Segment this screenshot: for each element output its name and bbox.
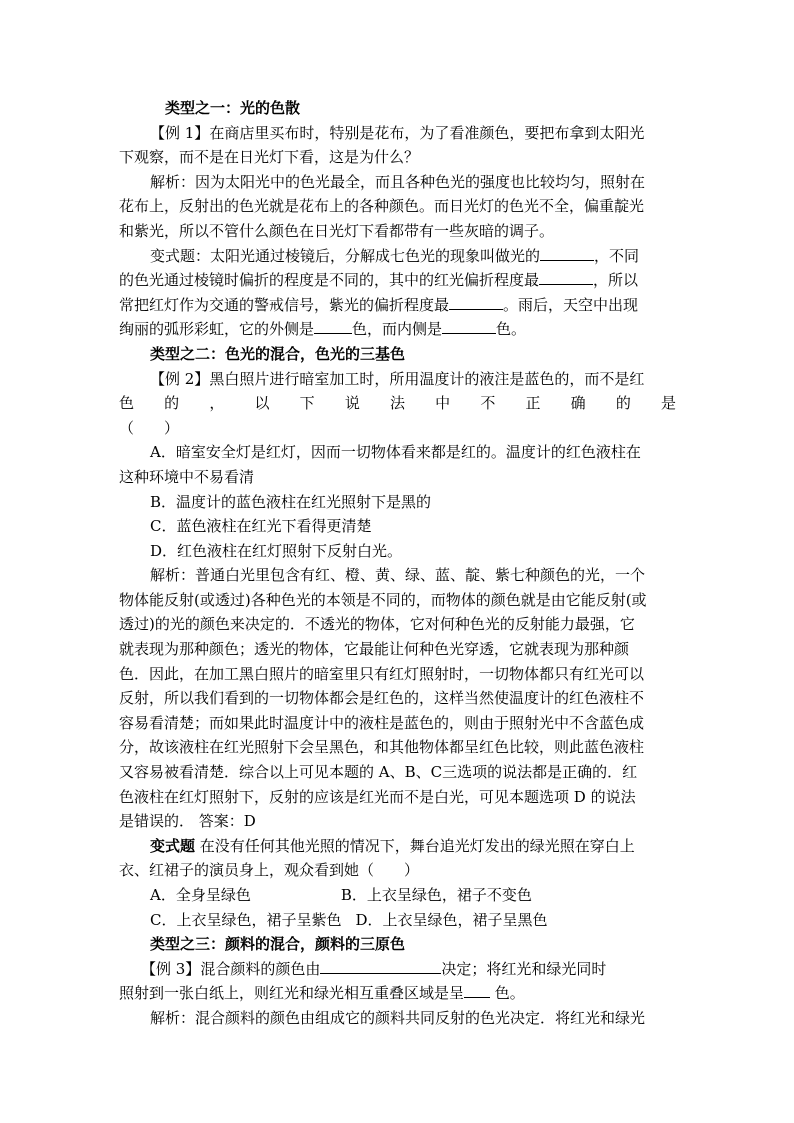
- option-b: B．上衣呈绿色，裙子不变色: [340, 886, 532, 904]
- example-2-question: 【例 2】黑白照片进行暗室加工时，所用温度计的液注是蓝色的，而不是红: [150, 369, 645, 388]
- analysis-3-line: 解析：混合颜料的颜色由组成它的颜料共同反射的色光决定．将红光和绿光: [150, 1008, 646, 1027]
- example-tag: 【例 3】: [141, 959, 201, 978]
- analysis-2-line: 色．因此，在加工黑白照片的暗室里只有红灯照射时，一切物体都只有红光可以: [119, 664, 645, 683]
- example-2-question-cont: 色的，以下说法中不正确的是: [119, 394, 676, 413]
- option-d: D．红色液柱在红灯照射下反射白光。: [150, 541, 403, 560]
- analysis-2-line: 物体能反射(或透过)各种色光的本领是不同的，而物体的颜色就是由它能反射(或: [119, 590, 647, 609]
- option-c: C．蓝色液柱在红光下看得更清楚: [150, 517, 372, 536]
- analysis-2-line: 分，故该液柱在红光照射下会呈黑色，和其他物体都呈红色比较，则此蓝色液柱: [119, 738, 645, 757]
- variant-1-line: 的色光通过棱镜时偏折的程度是不同的，其中的红光偏折程度最 ，所以: [119, 271, 639, 290]
- analysis-2-line: 解析：普通白光里包含有红、橙、黄、绿、蓝、靛、紫七种颜色的光，一个: [150, 566, 646, 585]
- variant-2-options-ab: [119, 883, 676, 908]
- section-title-3: 类型之三：颜料的混合，颜料的三原色: [150, 935, 406, 954]
- option-b: B．温度计的蓝色液柱在红光照射下是黑的: [150, 492, 432, 511]
- analysis-2-line: 反射，所以我们看到的一切物体都会是红色的，这样当然使温度计的红色液柱不: [119, 689, 645, 708]
- variant-2-line: 衣、红裙子的演员身上，观众看到她（ ）: [119, 861, 420, 880]
- variant-tag: 变式题: [150, 836, 196, 855]
- answer-blank[interactable]: [539, 269, 593, 285]
- example-1-question-cont: 下观察，而不是在日光灯下看，这是为什么？: [119, 148, 420, 167]
- answer-blank[interactable]: [442, 318, 496, 334]
- answer-blank[interactable]: [449, 294, 503, 310]
- variant-1-line: 绚丽的弧形彩虹，它的外侧是 色，而内侧是 色。: [119, 320, 527, 339]
- variant-1-line: 常把红灯作为交通的警戒信号，紫光的偏折程度最 。雨后，天空中出现: [119, 295, 639, 314]
- example-3-question-cont: 照射到一张白纸上，则红光和绿光相互重叠区域是呈 色。: [119, 984, 525, 1003]
- answer-blank[interactable]: [464, 982, 490, 998]
- analysis-2-line: 容易看清楚；而如果此时温度计中的液柱是蓝色的，则由于照射光中不含蓝色成: [119, 713, 645, 732]
- analysis-2-line: 就表现为那种颜色；透光的物体，它最能让何种色光穿透，它就表现为那种颜: [119, 640, 630, 659]
- analysis-1-line: 解析：因为太阳光中的色光最全，而且各种色光的强度也比较均匀，照射在: [150, 172, 646, 191]
- answer-blank[interactable]: [314, 318, 352, 334]
- analysis-2-line: 是错误的． 答案：D: [119, 812, 256, 831]
- document-body: [119, 96, 676, 1031]
- answer-blank[interactable]: [320, 958, 441, 974]
- variant-2-options-cd: [119, 908, 676, 933]
- analysis-2-line: 又容易被看清楚．综合以上可见本题的 A、B、C三选项的说法都是正确的．红: [119, 763, 638, 782]
- example-tag: 【例 2】: [150, 369, 210, 388]
- option-a: A．暗室安全灯是红灯，因而一切物体看来都是红的。温度计的红色液柱在: [150, 443, 641, 462]
- variant-1-line: 变式题：太阳光通过棱镜后，分解成七色光的现象叫做光的 ，不同: [150, 246, 640, 265]
- section-title-1: 类型之一：光的色散: [165, 99, 301, 117]
- analysis-2-line: 色液柱在红灯照射下，反射的应该是红光而不是白光，可见本题选项 D 的说法: [119, 787, 636, 806]
- section-title-2: 类型之二：色光的混合，色光的三基色: [150, 344, 406, 363]
- variant-2-line: 变式题 在没有任何其他光照的情况下，舞台追光灯发出的绿光照在穿白上: [150, 836, 635, 855]
- example-tag: 【例 1】: [150, 123, 210, 142]
- example-2-paren: （ ）: [119, 418, 180, 437]
- option-c: C．上衣呈绿色，裙子呈紫色: [150, 910, 342, 929]
- example-1-question: 【例 1】在商店里买布时，特别是花布，为了看准颜色，要把布拿到太阳光: [150, 123, 645, 142]
- option-a: A．全身呈绿色: [150, 886, 251, 904]
- option-a-cont: 这种环境中不易看清: [119, 467, 255, 486]
- example-3-question: 【例 3】混合颜料的颜色由 决定；将红光和绿光同时: [141, 959, 607, 978]
- analysis-1-line: 花布上，反射出的色光就是花布上的各种颜色。而日光灯的色光不全，偏重靛光: [119, 197, 645, 216]
- analysis-2-line: 透过)的光的颜色来决定的．不透光的物体，它对何种色光的反射能力最强，它: [119, 615, 635, 634]
- answer-blank[interactable]: [540, 245, 594, 261]
- option-d: D．上衣呈绿色，裙子呈黑色: [355, 910, 548, 929]
- analysis-1-line: 和紫光，所以不管什么颜色在日光灯下看都带有一些灰暗的调子。: [119, 221, 555, 240]
